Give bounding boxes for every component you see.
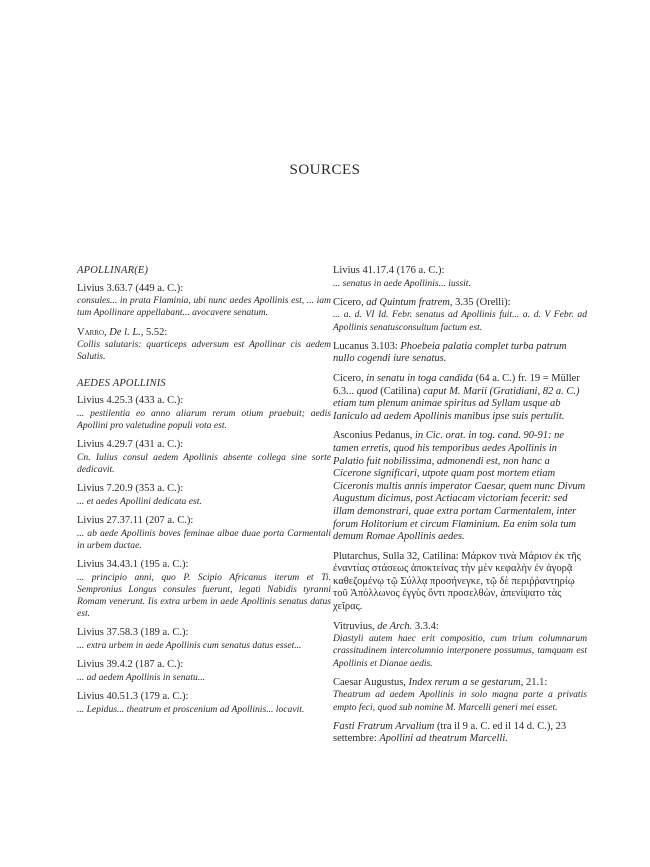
source-section (77, 265, 331, 364)
text-run: Livius 34.43.1 (195 a. C.): (77, 558, 189, 570)
text-run: Cicero, (333, 372, 367, 384)
text-run: Cicero, (333, 296, 367, 308)
source-entry (77, 439, 331, 476)
text-run: Theatrum ad aedem Apollinis in solo magna parte a privatis empto feci, quod sub nomine M. Marcelli generi mei esset. (333, 689, 587, 713)
source-entry (333, 430, 587, 543)
source-reference (77, 627, 331, 640)
source-entry (77, 283, 331, 320)
source-entry (333, 721, 587, 746)
text-run: quod (356, 385, 378, 397)
source-quote (333, 278, 587, 290)
source-reference (333, 265, 587, 278)
text-run: , 3.35 (Orelli): (449, 296, 511, 308)
source-entry (333, 265, 587, 290)
source-quote (333, 689, 587, 713)
source-entry (333, 551, 587, 614)
source-entry (77, 395, 331, 432)
text-run: 3.3.4: (412, 620, 439, 632)
source-quote (77, 496, 331, 508)
source-reference (77, 327, 331, 340)
source-entry (77, 515, 331, 552)
text-run: Livius 27.37.11 (207 a. C.): (77, 514, 194, 526)
text-run: ... et aedes Apollini dedicata est. (77, 495, 202, 507)
source-reference (333, 297, 587, 310)
text-run: Phoebeia palatia complet turba patrum nullo cogendi iure senatus. (333, 340, 567, 365)
text-run: Vitruvius, (333, 620, 378, 632)
text-run: Lucanus 3.103: (333, 340, 401, 352)
text-run: Livius 37.58.3 (189 a. C.): (77, 627, 189, 639)
source-quote (77, 704, 331, 716)
source-reference (77, 283, 331, 296)
source-reference (77, 439, 331, 452)
text-run: , (104, 326, 110, 338)
source-reference (333, 430, 587, 543)
text-run: Collis salutaris: quarticeps adversum est Apollinar cis aedem Salutis. (77, 339, 331, 363)
source-quote (77, 408, 331, 432)
text-run: Μάρκον τινὰ Μάριον ἐκ τῆς ἐναντίας στάσεως ἀποκτείνας τὴν μὲν κεφαλὴν ἐν ἀγορᾷ καθεζομένῳ τῷ Σύλλᾳ προσήνεγκε, τῷ δὲ περιῤῥαντηρίῳ τοῦ Ἀπόλλωνος ἐγγὺς ὄντι προσελθὼν, ἀπενίψατο τὰς χεῖρας. (333, 550, 581, 613)
source-entry (333, 677, 587, 714)
source-entry (77, 559, 331, 620)
text-run: Asconius Pedanus, (333, 430, 415, 442)
text-run: Livius 4.29.7 (431 a. C.): (77, 439, 184, 451)
source-entry (77, 483, 331, 508)
source-entry (333, 621, 587, 670)
source-quote (333, 309, 587, 333)
text-run: Index rerum a se gestarum (408, 676, 521, 688)
section-heading: AEDES APOLLINIS (77, 377, 166, 389)
text-run: Diastyli autem haec erit compositio, cum trium columnarum crassitudinem intercolumnio interponere possumus, tamquam est Apollinis et Dianae aedis. (333, 633, 587, 669)
source-entry (77, 691, 331, 716)
text-run: caput M. Marii (Gratidiani, 82 a. C.) etiam tum plenum animae spiritus ad Syllam usque ab Ianiculo ad aedem Apollinis manibus ipse suis pertulit. (333, 385, 580, 422)
source-reference (77, 691, 331, 704)
text-run: in Cic. orat. in tog. cand. 90-91: ne tamen erretis, quod his temporibus aedes Apollinis in Palatio fuit nobilissima, admonendi est, non hanc a Cicerone significari, utpote quam post mortem etiam Ciceronis multis annis imperator Caesar, quem nunc Divum Augustum dicimus, post Actiacam victoriam fecerit: sed illam demonstrari, quae extra portam Carmentalem, inter forum Holitorium et circum Flaminium. Ea enim sola tum demum Romae Apollinis aedes. (333, 430, 586, 543)
source-section (77, 378, 331, 716)
source-reference (77, 559, 331, 572)
source-reference (77, 515, 331, 528)
text-run: ... Lepidus... theatrum et proscenium ad Apollinis... locavit. (77, 703, 305, 715)
source-quote (77, 339, 331, 363)
text-run: de Arch. (377, 620, 413, 632)
text-run: Livius 41.17.4 (176 a. C.): (333, 265, 445, 276)
source-reference (77, 483, 331, 496)
text-run: ... ad aedem Apollinis in senatu... (77, 671, 205, 683)
text-run: Livius 3.63.7 (449 a. C.): (77, 282, 184, 294)
text-run: (Catilina) (377, 385, 424, 397)
section-heading: APOLLINAR(E) (77, 265, 149, 276)
source-entry (333, 297, 587, 334)
text-run: Caesar Augustus, (333, 676, 409, 688)
text-run: Varro (77, 326, 105, 338)
source-quote (333, 633, 587, 670)
text-run: in senatu in toga candida (366, 372, 473, 384)
text-run: Plutarchus, Sulla 32, Catilina: (333, 550, 462, 562)
source-quote (77, 572, 331, 621)
page-title: SOURCES (289, 162, 361, 178)
source-reference (77, 659, 331, 672)
text-run: Livius 7.20.9 (353 a. C.): (77, 483, 184, 495)
text-run: ad Quintum fratrem (366, 296, 450, 308)
source-quote (77, 452, 331, 476)
text-run: ... principio anni, quo P. Scipio Africanus iterum et Ti. Sempronius Longus consules fuerunt, legati Nabidis tyranni Romam venerunt. Iis extra urbem in aede Apollinis senatus datus est. (77, 571, 331, 620)
source-reference (333, 621, 587, 634)
text-run: , 5.52: (140, 326, 168, 338)
text-run: ... ab aede Apollinis boves feminae albae duae porta Carmentali in urbem ductae. (77, 527, 331, 551)
source-reference (333, 551, 587, 614)
source-reference (333, 721, 587, 746)
text-run: De l. L. (109, 326, 141, 338)
text-run: Livius 40.51.3 (179 a. C.): (77, 690, 189, 702)
text-run: (tra il 9 a. C. ed il 14 d. C.), 23 settembre: (333, 720, 567, 745)
text-run: ... a. d. VI Id. Febr. senatus ad Apollinis fuit... a. d. V Febr. ad Apollinis senatusconsultum factum est. (333, 309, 587, 333)
left-column (77, 265, 331, 730)
source-quote (77, 528, 331, 552)
source-reference (333, 373, 587, 423)
text-run: consules... in prata Flaminia, ubi nunc aedes Apollinis est, ... iam tum Apollinare appellabant... avocavere senatum. (77, 295, 331, 319)
source-reference (77, 395, 331, 408)
source-reference (333, 341, 587, 366)
source-entry (77, 627, 331, 652)
source-reference (333, 677, 587, 690)
source-entry (77, 327, 331, 364)
text-run: Fasti Fratrum Arvalium (333, 720, 435, 732)
text-run: Apollini ad theatrum Marcelli. (379, 733, 508, 745)
source-quote (77, 640, 331, 652)
text-run: ... pestilentia eo anno aliarum rerum otium praebuit; aedis Apollini pro valetudine populi vota est. (77, 407, 331, 431)
text-run: ... extra urbem in aede Apollinis cum senatus datus esset... (77, 639, 302, 651)
text-run: Livius 39.4.2 (187 a. C.): (77, 659, 184, 671)
text-run: , 21.1: (520, 676, 548, 688)
source-entry (77, 659, 331, 684)
text-run: Livius 4.25.3 (433 a. C.): (77, 395, 184, 407)
right-column (333, 265, 587, 753)
text-run: Cn. Iulius consul aedem Apollinis absente collega sine sorte dedicavit. (77, 451, 331, 475)
text-run: ... senatus in aede Apollinis... iussit. (333, 277, 471, 289)
source-entry (333, 341, 587, 366)
source-quote (77, 295, 331, 319)
source-entry (333, 373, 587, 423)
source-quote (77, 672, 331, 684)
text-run: (64 a. C.) fr. 19 = Müller 6.3... (333, 372, 580, 397)
